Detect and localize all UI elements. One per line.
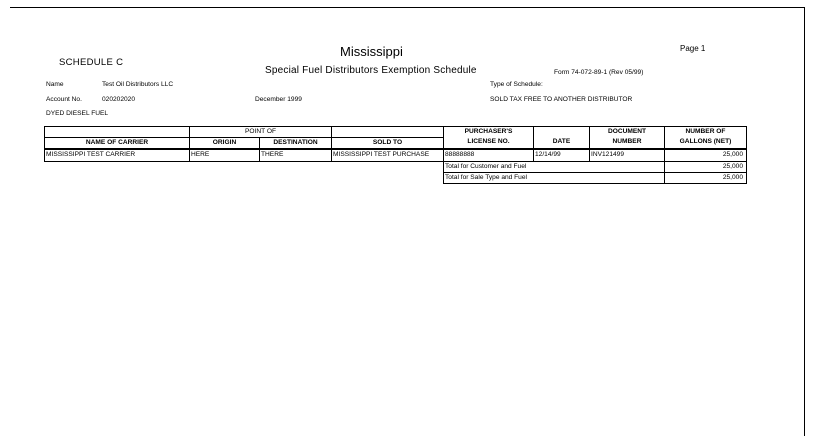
- account-value: 020202020: [102, 96, 136, 103]
- col-origin: ORIGIN: [190, 138, 260, 150]
- number-of-header: NUMBER OF: [665, 127, 747, 138]
- cell-destination: THERE: [260, 149, 332, 162]
- point-of-header: POINT OF: [190, 127, 332, 138]
- total-sale-type-value: 25,000: [665, 173, 747, 184]
- col-license: LICENSE NO.: [444, 138, 534, 150]
- cell-doc-number: INV121499: [590, 149, 665, 162]
- cell-date: 12/14/99: [534, 149, 590, 162]
- col-sold-to: SOLD TO: [332, 138, 444, 150]
- total-row-sale-type: [45, 173, 747, 184]
- account-label: Account No.: [46, 96, 82, 103]
- col-gallons: GALLONS (NET): [665, 138, 747, 150]
- cell-license: 88888888: [444, 149, 534, 162]
- total-row-customer: [45, 162, 747, 173]
- report-subtitle: Special Fuel Distributors Exemption Schedule: [265, 65, 477, 76]
- cell-carrier: MISSISSIPPI TEST CARRIER: [45, 149, 190, 162]
- column-header-row: [45, 138, 747, 150]
- schedule-type-label: Type of Schedule:: [490, 81, 543, 88]
- name-value: Test Oil Distributors LLC: [102, 81, 174, 88]
- total-customer-value: 25,000: [665, 162, 747, 173]
- document-header: DOCUMENT: [590, 127, 665, 138]
- col-carrier: NAME OF CARRIER: [45, 138, 190, 150]
- group-header-row: [45, 127, 747, 138]
- schedule-label: SCHEDULE C: [59, 57, 124, 68]
- col-date: DATE: [534, 138, 590, 150]
- purchasers-header: PURCHASER'S: [444, 127, 534, 138]
- total-customer-label: Total for Customer and Fuel: [444, 162, 665, 173]
- schedule-type-value: SOLD TAX FREE TO ANOTHER DISTRIBUTOR: [490, 96, 633, 103]
- state-title: Mississippi: [340, 44, 403, 59]
- cell-sold-to: MISSISSIPPI TEST PURCHASE: [332, 149, 444, 162]
- fuel-type: DYED DIESEL FUEL: [46, 110, 109, 117]
- cell-gallons: 25,000: [665, 149, 747, 162]
- page-number: Page 1: [680, 44, 706, 53]
- report-period: December 1999: [255, 96, 302, 103]
- col-destination: DESTINATION: [260, 138, 332, 150]
- col-doc-number: NUMBER: [590, 138, 665, 150]
- cell-origin: HERE: [190, 149, 260, 162]
- name-label: Name: [46, 81, 64, 88]
- table-row: [45, 149, 747, 162]
- exemption-table: [44, 126, 747, 184]
- form-number: Form 74-072-89-1 (Rev 05/99): [554, 69, 644, 76]
- total-sale-type-label: Total for Sale Type and Fuel: [444, 173, 665, 184]
